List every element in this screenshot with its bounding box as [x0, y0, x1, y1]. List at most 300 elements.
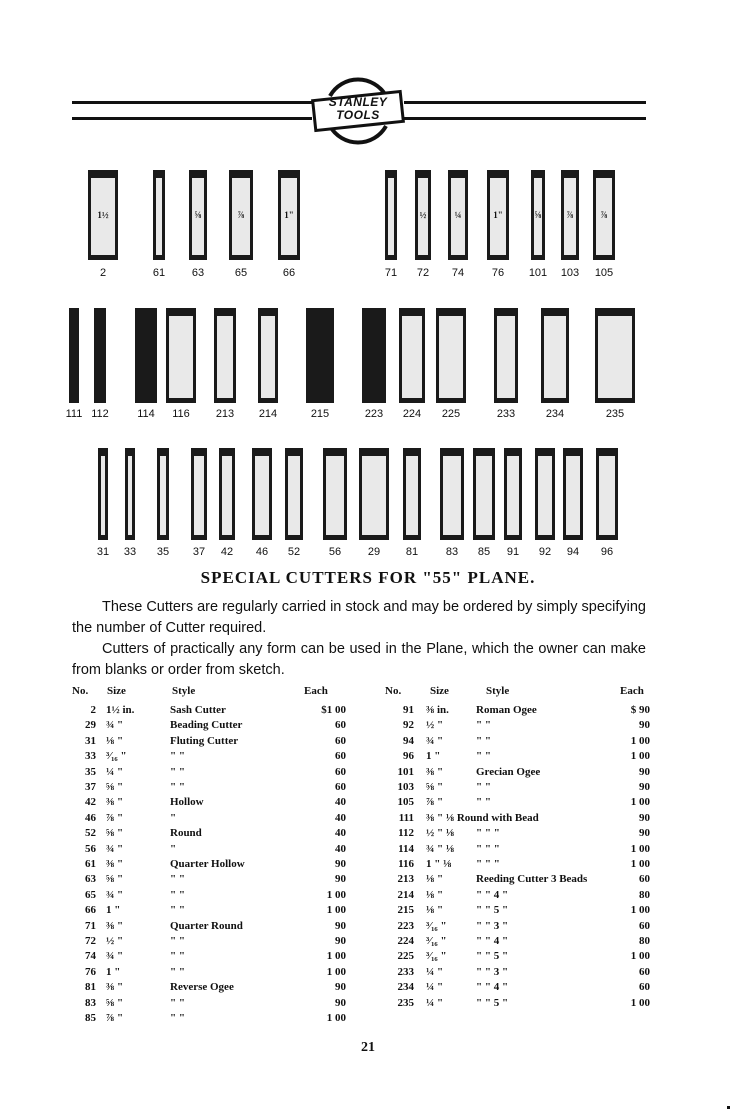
cutter-face [476, 456, 492, 535]
table-cell: 116 [398, 858, 414, 870]
cutter-85-image [473, 448, 495, 540]
cutter-face [544, 316, 566, 398]
table-cell: 92 [403, 719, 414, 732]
cutter-face [406, 456, 418, 535]
page-title: SPECIAL CUTTERS FOR "55" PLANE. [200, 568, 536, 587]
cutter-face [439, 316, 463, 398]
cutter-face [598, 316, 632, 398]
table-cell: Reeding Cutter 3 Beads [476, 873, 588, 886]
logo-text-line2: TOOLS [336, 108, 380, 122]
table-cell: " " [170, 888, 185, 901]
cutter-face [443, 456, 461, 535]
table-cell: 1 00 [630, 858, 650, 870]
table-cell: 60 [639, 965, 650, 978]
table-cell: 215 [397, 904, 414, 917]
cutter-66-image [278, 170, 300, 260]
table-cell: 105 [397, 796, 414, 809]
table-cell: 2 [90, 704, 96, 716]
cutter-35-image [157, 448, 169, 540]
table-cell: ¼ " [426, 981, 444, 994]
table-cell: 46 [85, 811, 96, 824]
table-cell: 63 [85, 873, 96, 886]
table-cell: " " 3 " [476, 965, 509, 978]
cutter-face [599, 456, 615, 535]
table-cell: 85 [85, 1012, 96, 1024]
cutter-face [101, 456, 105, 535]
cutter-number-label: 71 [384, 267, 398, 279]
table-cell: " " [476, 781, 491, 793]
table-cell: ½ " ⅛ [426, 827, 455, 840]
cutter-96-image [596, 448, 618, 540]
table-cell: 33 [85, 750, 96, 763]
cutter-number-label: 74 [451, 267, 465, 279]
table-cell: ¾ " [106, 842, 124, 855]
table-cell: ³⁄₁₆ " [106, 750, 127, 763]
cutter-face [326, 456, 344, 535]
table-cell: 96 [403, 750, 414, 763]
table-cell: 60 [335, 750, 346, 763]
table-cell: 65 [85, 888, 96, 901]
cutter-number-label: 76 [491, 267, 505, 279]
cutter-face [538, 456, 552, 535]
cutter-number-label: 35 [156, 546, 170, 558]
table-cell: ⅞ " [106, 811, 124, 824]
cutter-face [261, 316, 275, 398]
table-cell: 90 [335, 935, 346, 947]
cutter-number-label: 234 [545, 408, 565, 420]
table-cell: ¼ " [426, 965, 444, 978]
cutter-114-image [135, 308, 157, 403]
table-cell: Roman Ogee [476, 704, 537, 716]
table-cell: 76 [85, 965, 96, 978]
cutter-111-image [69, 308, 79, 403]
table-cell: 224 [397, 935, 414, 947]
table-cell: 1 00 [630, 796, 650, 809]
table-cell: 71 [85, 919, 96, 932]
table-cell: Reverse Ogee [170, 981, 234, 994]
table-cell: 111 [398, 811, 414, 824]
table-cell: 103 [397, 781, 414, 793]
table-cell: " " 3 " [476, 919, 509, 932]
table-cell: ⅝ " [106, 781, 124, 793]
table-cell: " " " [476, 858, 500, 870]
table-cell: " " " [476, 842, 500, 855]
cutter-face [169, 316, 193, 398]
cutter-42-image [219, 448, 235, 540]
table-cell: 90 [335, 996, 346, 1009]
cutter-number-label: 65 [234, 267, 248, 279]
table-cell: ¾ " [106, 888, 124, 901]
page-number: 21 [361, 1040, 375, 1055]
table-cell: ½ " [426, 719, 444, 732]
scan-speck [727, 1106, 730, 1109]
table-cell: ⅜ " [106, 796, 124, 809]
table-cell: 1 " [426, 750, 441, 763]
table-cell: " " [170, 750, 185, 763]
cutter-number-label: 235 [605, 408, 625, 420]
cutter-face [255, 456, 269, 535]
table-cell: " " 4 " [476, 981, 509, 994]
cutter-112-image [94, 308, 106, 403]
cutter-face [156, 178, 162, 255]
table-cell: 1 00 [630, 842, 650, 855]
table-cell: " " [170, 950, 185, 963]
table-cell: 101 [397, 765, 414, 778]
cutter-face [388, 178, 394, 255]
table-cell: 81 [85, 981, 96, 994]
table-cell: 40 [335, 811, 346, 824]
cutter-number-label: 96 [600, 546, 614, 558]
cutter-225-image [436, 308, 466, 403]
cutter-number-label: 92 [538, 546, 552, 558]
table-cell: 29 [85, 719, 96, 732]
table-cell: 60 [639, 981, 650, 994]
table-cell: 1 00 [630, 996, 650, 1009]
cutter-number-label: 215 [310, 408, 330, 420]
cutter-size-mark: ⅝ [194, 209, 202, 220]
table-cell: 213 [397, 873, 414, 886]
table-cell: 225 [397, 950, 414, 963]
cutter-52-image [285, 448, 303, 540]
header-no-left: No. [72, 685, 89, 697]
cutter-37-image [191, 448, 207, 540]
table-cell: 1 00 [326, 965, 346, 978]
table-cell: " " [170, 765, 185, 778]
table-cell: 1 00 [630, 750, 650, 763]
table-cell: 1 00 [630, 904, 650, 917]
table-cell: 37 [85, 781, 96, 793]
table-cell: ⅜ " [106, 919, 124, 932]
intro-paragraph-2: Cutters of practically any form can be used in the Plane, which the owner can make from blanks or order from sketch. [72, 641, 646, 678]
table-cell: 90 [335, 981, 346, 994]
table-cell: 72 [85, 935, 96, 947]
cutter-215-image [306, 308, 334, 403]
cutter-face [138, 316, 154, 398]
table-cell: 83 [85, 996, 96, 1009]
table-cell: 42 [85, 796, 96, 809]
table-cell: ⅞ " [426, 796, 444, 809]
table-cell: ⅜ in. [426, 704, 449, 716]
table-cell: Grecian Ogee [476, 765, 541, 778]
header-rule-left-bottom [72, 117, 312, 120]
cutter-number-label: 111 [65, 408, 83, 420]
cutter-face [128, 456, 132, 535]
table-cell: 235 [397, 996, 414, 1009]
table-cell: ¾ " ⅛ [426, 842, 455, 855]
table-cell: Quarter Round [170, 919, 243, 932]
table-cell: ⅝ " [106, 873, 124, 886]
table-cell: 35 [85, 765, 96, 778]
table-cell: 60 [335, 719, 346, 732]
table-cell: 234 [397, 981, 414, 994]
table-cell: ⅝ " [106, 996, 124, 1009]
cutter-61-image [153, 170, 165, 260]
table-cell: ⅛ " [426, 873, 444, 886]
table-cell: ³⁄₁₆ " [426, 950, 447, 963]
header-rule-left-top [72, 101, 312, 104]
table-cell: " " [170, 996, 185, 1009]
cutter-2-image [88, 170, 118, 260]
table-cell: 40 [335, 827, 346, 840]
cutter-105-image [593, 170, 615, 260]
cutter-29-image [359, 448, 389, 540]
cutter-size-mark: 1" [284, 209, 294, 220]
table-cell: " " 4 " [476, 935, 509, 947]
table-cell: ⅝ " [106, 827, 124, 840]
table-cell: ⅜ " [106, 981, 124, 994]
table-cell: ⅛ " [426, 904, 444, 917]
cutter-number-label: 33 [123, 546, 137, 558]
table-cell: ⅛ " [106, 734, 124, 747]
cutter-number-label: 103 [560, 267, 580, 279]
cutter-31-image [98, 448, 108, 540]
table-cell: " " [476, 750, 491, 763]
table-cell: ⅝ " [426, 781, 444, 793]
cutter-56-image [323, 448, 347, 540]
table-cell: " " [170, 965, 185, 978]
table-cell: 90 [639, 781, 650, 793]
cutter-size-mark: 1½ [97, 209, 109, 220]
cutter-234-image [541, 308, 569, 403]
table-cell: 80 [639, 935, 650, 947]
table-cell: 90 [639, 827, 650, 840]
cutter-92-image [535, 448, 555, 540]
cutter-size-mark: 1" [493, 209, 503, 220]
cutter-number-label: 46 [255, 546, 269, 558]
table-cell: 40 [335, 796, 346, 809]
table-cell: 1 " [106, 904, 121, 917]
table-cell: ¾ " [106, 719, 124, 732]
table-cell: 1 " [106, 965, 121, 978]
table-cell: 90 [639, 719, 650, 732]
cutter-size-mark: ⅞ [600, 209, 608, 220]
cutter-number-label: 66 [282, 267, 296, 279]
table-cell: Beading Cutter [170, 719, 243, 732]
cutter-223-image [362, 308, 386, 403]
cutter-number-label: 91 [506, 546, 520, 558]
cutter-214-image [258, 308, 278, 403]
cutter-76-image [487, 170, 509, 260]
cutter-face [566, 456, 580, 535]
table-cell: 1 00 [630, 734, 650, 747]
cutter-number-label: 223 [364, 408, 384, 420]
cutter-number-label: 52 [287, 546, 301, 558]
header-style-left: Style [172, 685, 196, 697]
table-cell: Quarter Hollow [170, 858, 245, 870]
table-cell: " [170, 811, 177, 824]
table-cell: 60 [335, 765, 346, 778]
cutter-face [217, 316, 233, 398]
table-cell: " " [170, 935, 185, 947]
cutter-number-label: 225 [441, 408, 461, 420]
table-cell: 1 00 [326, 950, 346, 963]
cutter-number-label: 233 [496, 408, 516, 420]
cutter-116-image [166, 308, 196, 403]
table-cell: " " 5 " [476, 950, 509, 963]
table-cell: 1 00 [326, 1012, 346, 1024]
table-cell: " " [170, 781, 185, 793]
table-cell: ³⁄₁₆ " [426, 935, 447, 947]
cutter-number-label: 224 [402, 408, 422, 420]
table-cell: 31 [85, 734, 96, 747]
table-cell: 214 [397, 888, 414, 901]
table-cell: 56 [85, 842, 96, 855]
cutter-number-label: 101 [528, 267, 548, 279]
table-cell: Fluting Cutter [170, 734, 239, 747]
table-cell: " " [476, 796, 491, 809]
cutter-81-image [403, 448, 421, 540]
table-cell: " " 5 " [476, 904, 509, 917]
cutter-number-label: 31 [96, 546, 110, 558]
table-cell: 74 [85, 950, 96, 963]
cutter-number-label: 213 [215, 408, 235, 420]
intro-paragraph-1: These Cutters are regularly carried in stock and may be ordered by simply specifying the number of Cutter required. [72, 599, 646, 636]
cutter-size-mark: ⅝ [534, 209, 542, 220]
cutter-number-label: 37 [192, 546, 206, 558]
cutter-224-image [399, 308, 425, 403]
table-cell: 60 [639, 873, 650, 886]
table-cell: 40 [335, 842, 346, 855]
cutter-size-mark: ½ [419, 209, 427, 220]
cutter-number-label: 214 [258, 408, 278, 420]
table-cell: " " 5 " [476, 996, 509, 1009]
table-cell: 1½ in. [106, 704, 135, 716]
table-cell: 52 [85, 827, 96, 840]
cutter-213-image [214, 308, 236, 403]
table-cell: " " [476, 734, 491, 747]
table-cell: ¼ " [426, 996, 444, 1009]
logo-text-line1: STANLEY [328, 95, 388, 109]
table-cell: ⅞ " [106, 1012, 124, 1024]
table-cell: ⅜ " [426, 765, 444, 778]
table-cell: 90 [335, 873, 346, 886]
table-cell: ⅜ " ⅛ Round with Bead [426, 811, 539, 824]
table-cell: 66 [85, 904, 96, 917]
table-cell: ¾ " [426, 734, 444, 747]
table-cell: Hollow [170, 796, 204, 809]
cutter-33-image [125, 448, 135, 540]
table-cell: 1 " ⅛ [426, 858, 452, 870]
table-cell: 90 [639, 765, 650, 778]
table-cell: ³⁄₁₆ " [426, 919, 447, 932]
table-cell: Sash Cutter [170, 704, 226, 716]
cutter-number-label: 114 [137, 408, 155, 420]
table-cell: 91 [403, 704, 414, 716]
header-each-right: Each [620, 685, 644, 697]
cutter-face [507, 456, 519, 535]
table-cell: 90 [639, 811, 650, 824]
cutter-face [362, 456, 386, 535]
table-cell: 60 [335, 781, 346, 793]
cutter-face [402, 316, 422, 398]
cutter-face [309, 316, 331, 398]
cutter-103-image [561, 170, 579, 260]
table-cell: ¼ " [106, 765, 124, 778]
cutter-number-label: 2 [99, 267, 107, 279]
table-cell: 233 [397, 965, 414, 978]
cutter-number-label: 61 [152, 267, 166, 279]
cutter-number-label: 105 [594, 267, 614, 279]
cutter-65-image [229, 170, 253, 260]
header-no-right: No. [385, 685, 402, 697]
table-cell: 223 [397, 919, 414, 932]
header-rule-right-top [404, 101, 646, 104]
table-cell: Round [170, 827, 202, 840]
table-cell: 60 [639, 919, 650, 932]
cutter-number-label: 81 [405, 546, 419, 558]
cutter-63-image [189, 170, 207, 260]
cutter-number-label: 29 [367, 546, 381, 558]
cutter-face [72, 316, 76, 398]
cutter-94-image [563, 448, 583, 540]
cutter-size-mark: ¼ [454, 209, 462, 220]
cutter-face [194, 456, 204, 535]
table-cell: 80 [639, 888, 650, 901]
cutter-face [497, 316, 515, 398]
table-cell: ½ " [106, 935, 124, 947]
table-cell: 112 [398, 827, 414, 840]
cutter-number-label: 94 [566, 546, 580, 558]
cutter-83-image [440, 448, 464, 540]
cutter-number-label: 63 [191, 267, 205, 279]
table-cell: 90 [335, 858, 346, 870]
cutter-72-image [415, 170, 431, 260]
table-cell: " " [170, 873, 185, 886]
table-cell: " " [476, 719, 491, 732]
table-cell: " " [170, 1012, 185, 1024]
cutter-number-label: 83 [445, 546, 459, 558]
cutter-101-image [531, 170, 545, 260]
cutter-number-label: 112 [91, 408, 109, 420]
table-cell: $ 90 [630, 704, 650, 716]
table-cell: $1 00 [321, 704, 346, 716]
header-size-left: Size [107, 685, 126, 697]
header-size-right: Size [430, 685, 449, 697]
cutter-face [160, 456, 166, 535]
cutter-number-label: 56 [328, 546, 342, 558]
cutter-number-label: 72 [416, 267, 430, 279]
table-cell: ⅛ " [426, 888, 444, 901]
cutter-size-mark: ⅞ [566, 209, 574, 220]
cutter-233-image [494, 308, 518, 403]
table-cell: 90 [335, 919, 346, 932]
cutter-71-image [385, 170, 397, 260]
cutter-74-image [448, 170, 468, 260]
table-cell: 1 00 [326, 888, 346, 901]
table-cell: 94 [403, 734, 414, 747]
cutter-46-image [252, 448, 272, 540]
table-cell: " " " [476, 827, 500, 840]
table-cell: 60 [335, 734, 346, 747]
cutter-number-label: 42 [220, 546, 234, 558]
header-rule-right-bottom [404, 117, 646, 120]
cutter-235-image [595, 308, 635, 403]
table-cell: " [170, 842, 177, 855]
cutter-face [222, 456, 232, 535]
table-cell: " " 4 " [476, 888, 509, 901]
header-each-left: Each [304, 685, 328, 697]
table-cell: 61 [85, 858, 96, 870]
cutter-face [288, 456, 300, 535]
cutter-91-image [504, 448, 522, 540]
cutter-size-mark: ⅞ [237, 209, 245, 220]
header-style-right: Style [486, 685, 510, 697]
table-cell: ⅜ " [106, 858, 124, 870]
table-cell: ¾ " [106, 950, 124, 963]
cutter-number-label: 85 [477, 546, 491, 558]
table-cell: 1 00 [630, 950, 650, 963]
table-cell: 1 00 [326, 904, 346, 917]
